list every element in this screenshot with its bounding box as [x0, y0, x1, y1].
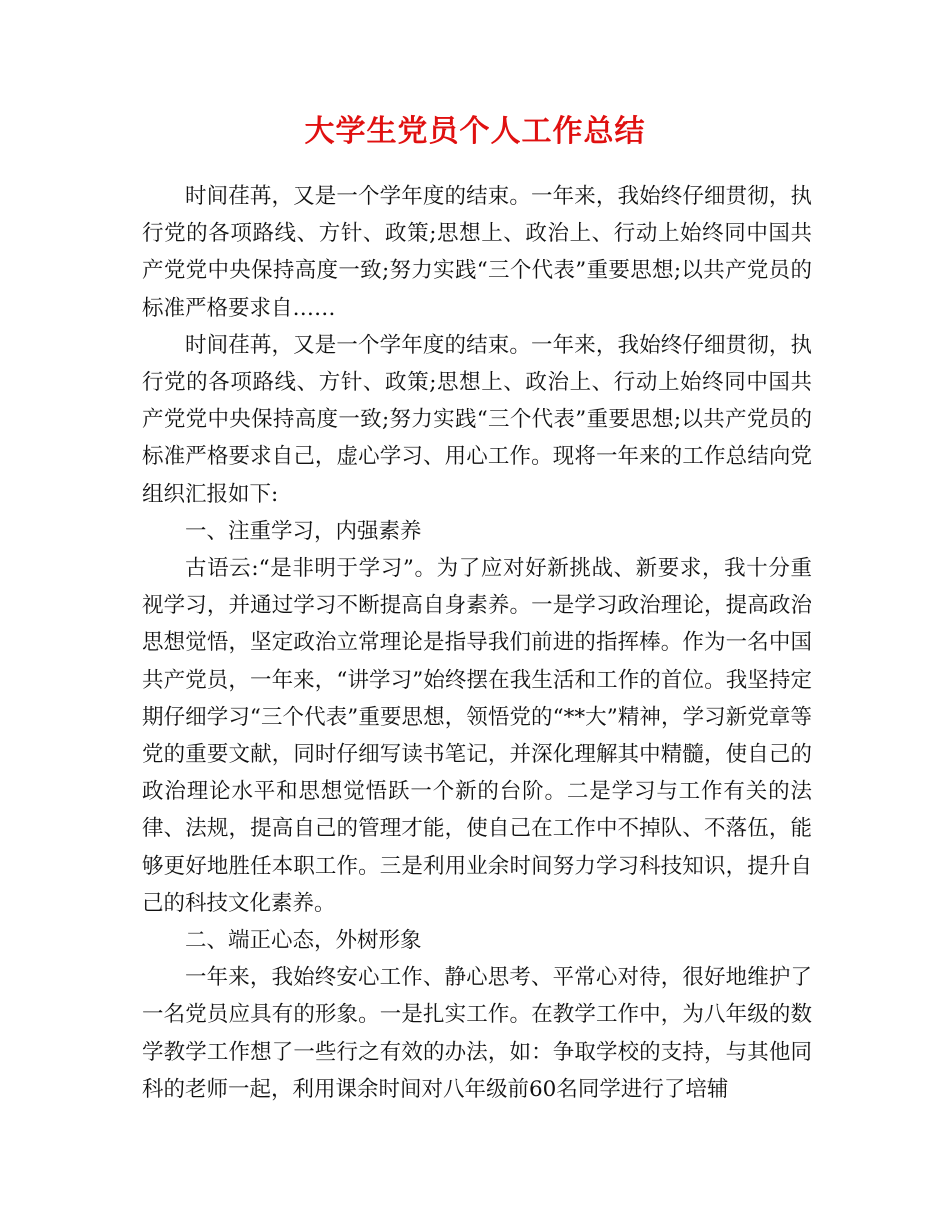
document-body — [142, 178, 812, 1108]
paragraph-study: 古语云:“是非明于学习”。为了应对好新挑战、新要求，我十分重视学习，并通过学习不断提高自身素养。一是学习政治理论，提高政治思想觉悟，坚定政治立常理论是指导我们前进的指挥棒。作为一名中国共产党员，一年来，“讲学习”始终摆在我生活和工作的首位。我坚持定期仔细学习“三个代表”重要思想，领悟党的“**大”精神，学习新党章等党的重要文献，同时仔细写读书笔记，并深化理解其中精髓，使自己的政治理论水平和思想觉悟跃一个新的台阶。二是学习与工作有关的法律、法规，提高自己的管理才能，使自己在工作中不掉队、不落伍，能够更好地胜任本职工作。三是利用业余时间努力学习科技知识，提升自己的科技文化素养。 — [142, 556, 812, 916]
paragraph-intro: 时间荏苒，又是一个学年度的结束。一年来，我始终仔细贯彻，执行党的各项路线、方针、政策;思想上、政治上、行动上始终同中国共产党党中央保持高度一致;努力实践“三个代表”重要思想;以共产党员的标准严格要求自己，虚心学习、用心工作。现将一年来的工作总结向党组织汇报如下: — [142, 332, 812, 507]
section-heading-2: 二、端正心态，外树形象 — [185, 928, 422, 954]
section-heading-1: 一、注重学习，内强素养 — [185, 518, 422, 544]
paragraph-intro-excerpt: 时间荏苒，又是一个学年度的结束。一年来，我始终仔细贯彻，执行党的各项路线、方针、政策;思想上、政治上、行动上始终同中国共产党党中央保持高度一致;努力实践“三个代表”重要思想;以共产党员的标准严格要求自…… — [142, 184, 812, 321]
document-title: 大学生党员个人工作总结 — [304, 114, 646, 149]
paragraph-attitude: 一年来，我始终安心工作、静心思考、平常心对待，很好地维护了一名党员应具有的形象。一是扎实工作。在教学工作中，为八年级的数学教学工作想了一些行之有效的办法，如：争取学校的支持，与其他同科的老师一起，利用课余时间对八年级前60名同学进行了培辅 — [142, 965, 812, 1102]
